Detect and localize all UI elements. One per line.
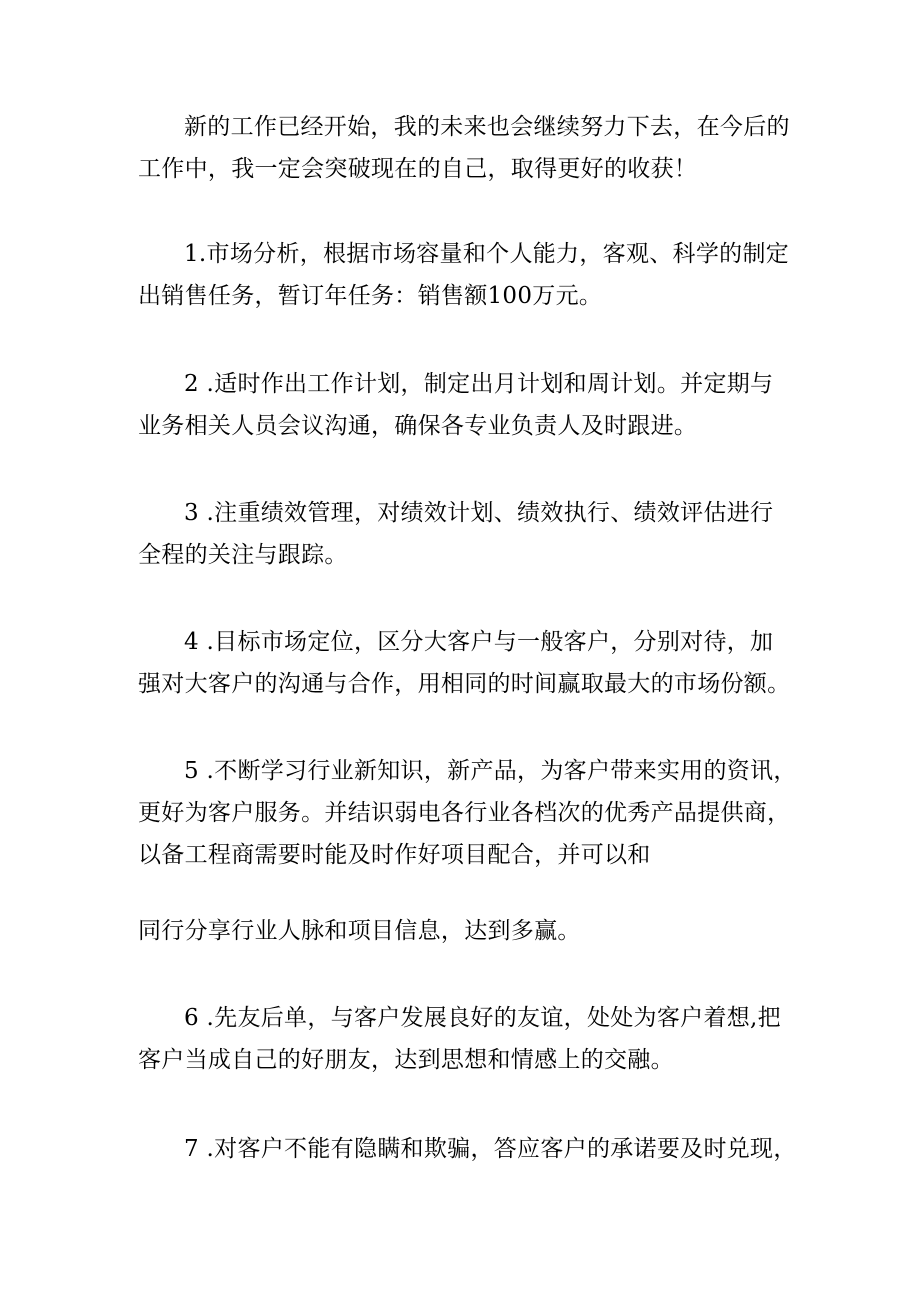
text-line: 出销售任务，暂订年任务：销售额100万元。	[138, 283, 603, 309]
text-line: 7 .对客户不能有隐瞒和欺骗，答应客户的承诺要及时兑现，	[184, 1136, 797, 1162]
text-line: 全程的关注与跟踪。	[138, 542, 348, 568]
text-line: 3 .注重绩效管理，对绩效计划、绩效执行、绩效评估进行	[184, 500, 774, 526]
paragraph-item-5-continued	[138, 910, 798, 952]
paragraph-item-1	[138, 233, 798, 317]
text-line: 4 .目标市场定位，区分大客户与一般客户，分别对待，加	[184, 629, 774, 655]
text-line: 同行分享行业人脉和项目信息，达到多赢。	[138, 918, 581, 944]
text-line: 更好为客户服务。并结识弱电各行业各档次的优秀产品提供商，	[138, 800, 791, 826]
text-line: 客户当成自己的好朋友，达到思想和情感上的交融。	[138, 1047, 674, 1073]
text-line: 6 .先友后单，与客户发展良好的友谊，处处为客户着想,把	[184, 1005, 781, 1031]
text-line: 5 .不断学习行业新知识，新产品，为客户带来实用的资讯，	[184, 758, 797, 784]
paragraph-item-2	[138, 363, 798, 447]
paragraph-item-7	[138, 1128, 798, 1170]
text-line: 1.市场分析，根据市场容量和个人能力，客观、科学的制定	[184, 241, 790, 267]
text-line: 以备工程商需要时能及时作好项目配合，并可以和	[138, 842, 651, 868]
text-line: 业务相关人员会议沟通，确保各专业负责人及时跟进。	[138, 413, 698, 439]
paragraph-intro	[138, 106, 798, 190]
paragraph-item-5	[138, 750, 798, 876]
paragraph-item-4	[138, 621, 798, 705]
text-line: 新的工作已经开始，我的未来也会继续努力下去，在今后的	[184, 114, 790, 140]
text-line: 工作中，我一定会突破现在的自己，取得更好的收获！	[138, 156, 698, 182]
text-line: 2 .适时作出工作计划，制定出月计划和周计划。并定期与	[184, 371, 774, 397]
paragraph-item-6	[138, 997, 798, 1081]
paragraph-item-3	[138, 492, 798, 576]
text-line: 强对大客户的沟通与合作，用相同的时间赢取最大的市场份额。	[138, 671, 791, 697]
